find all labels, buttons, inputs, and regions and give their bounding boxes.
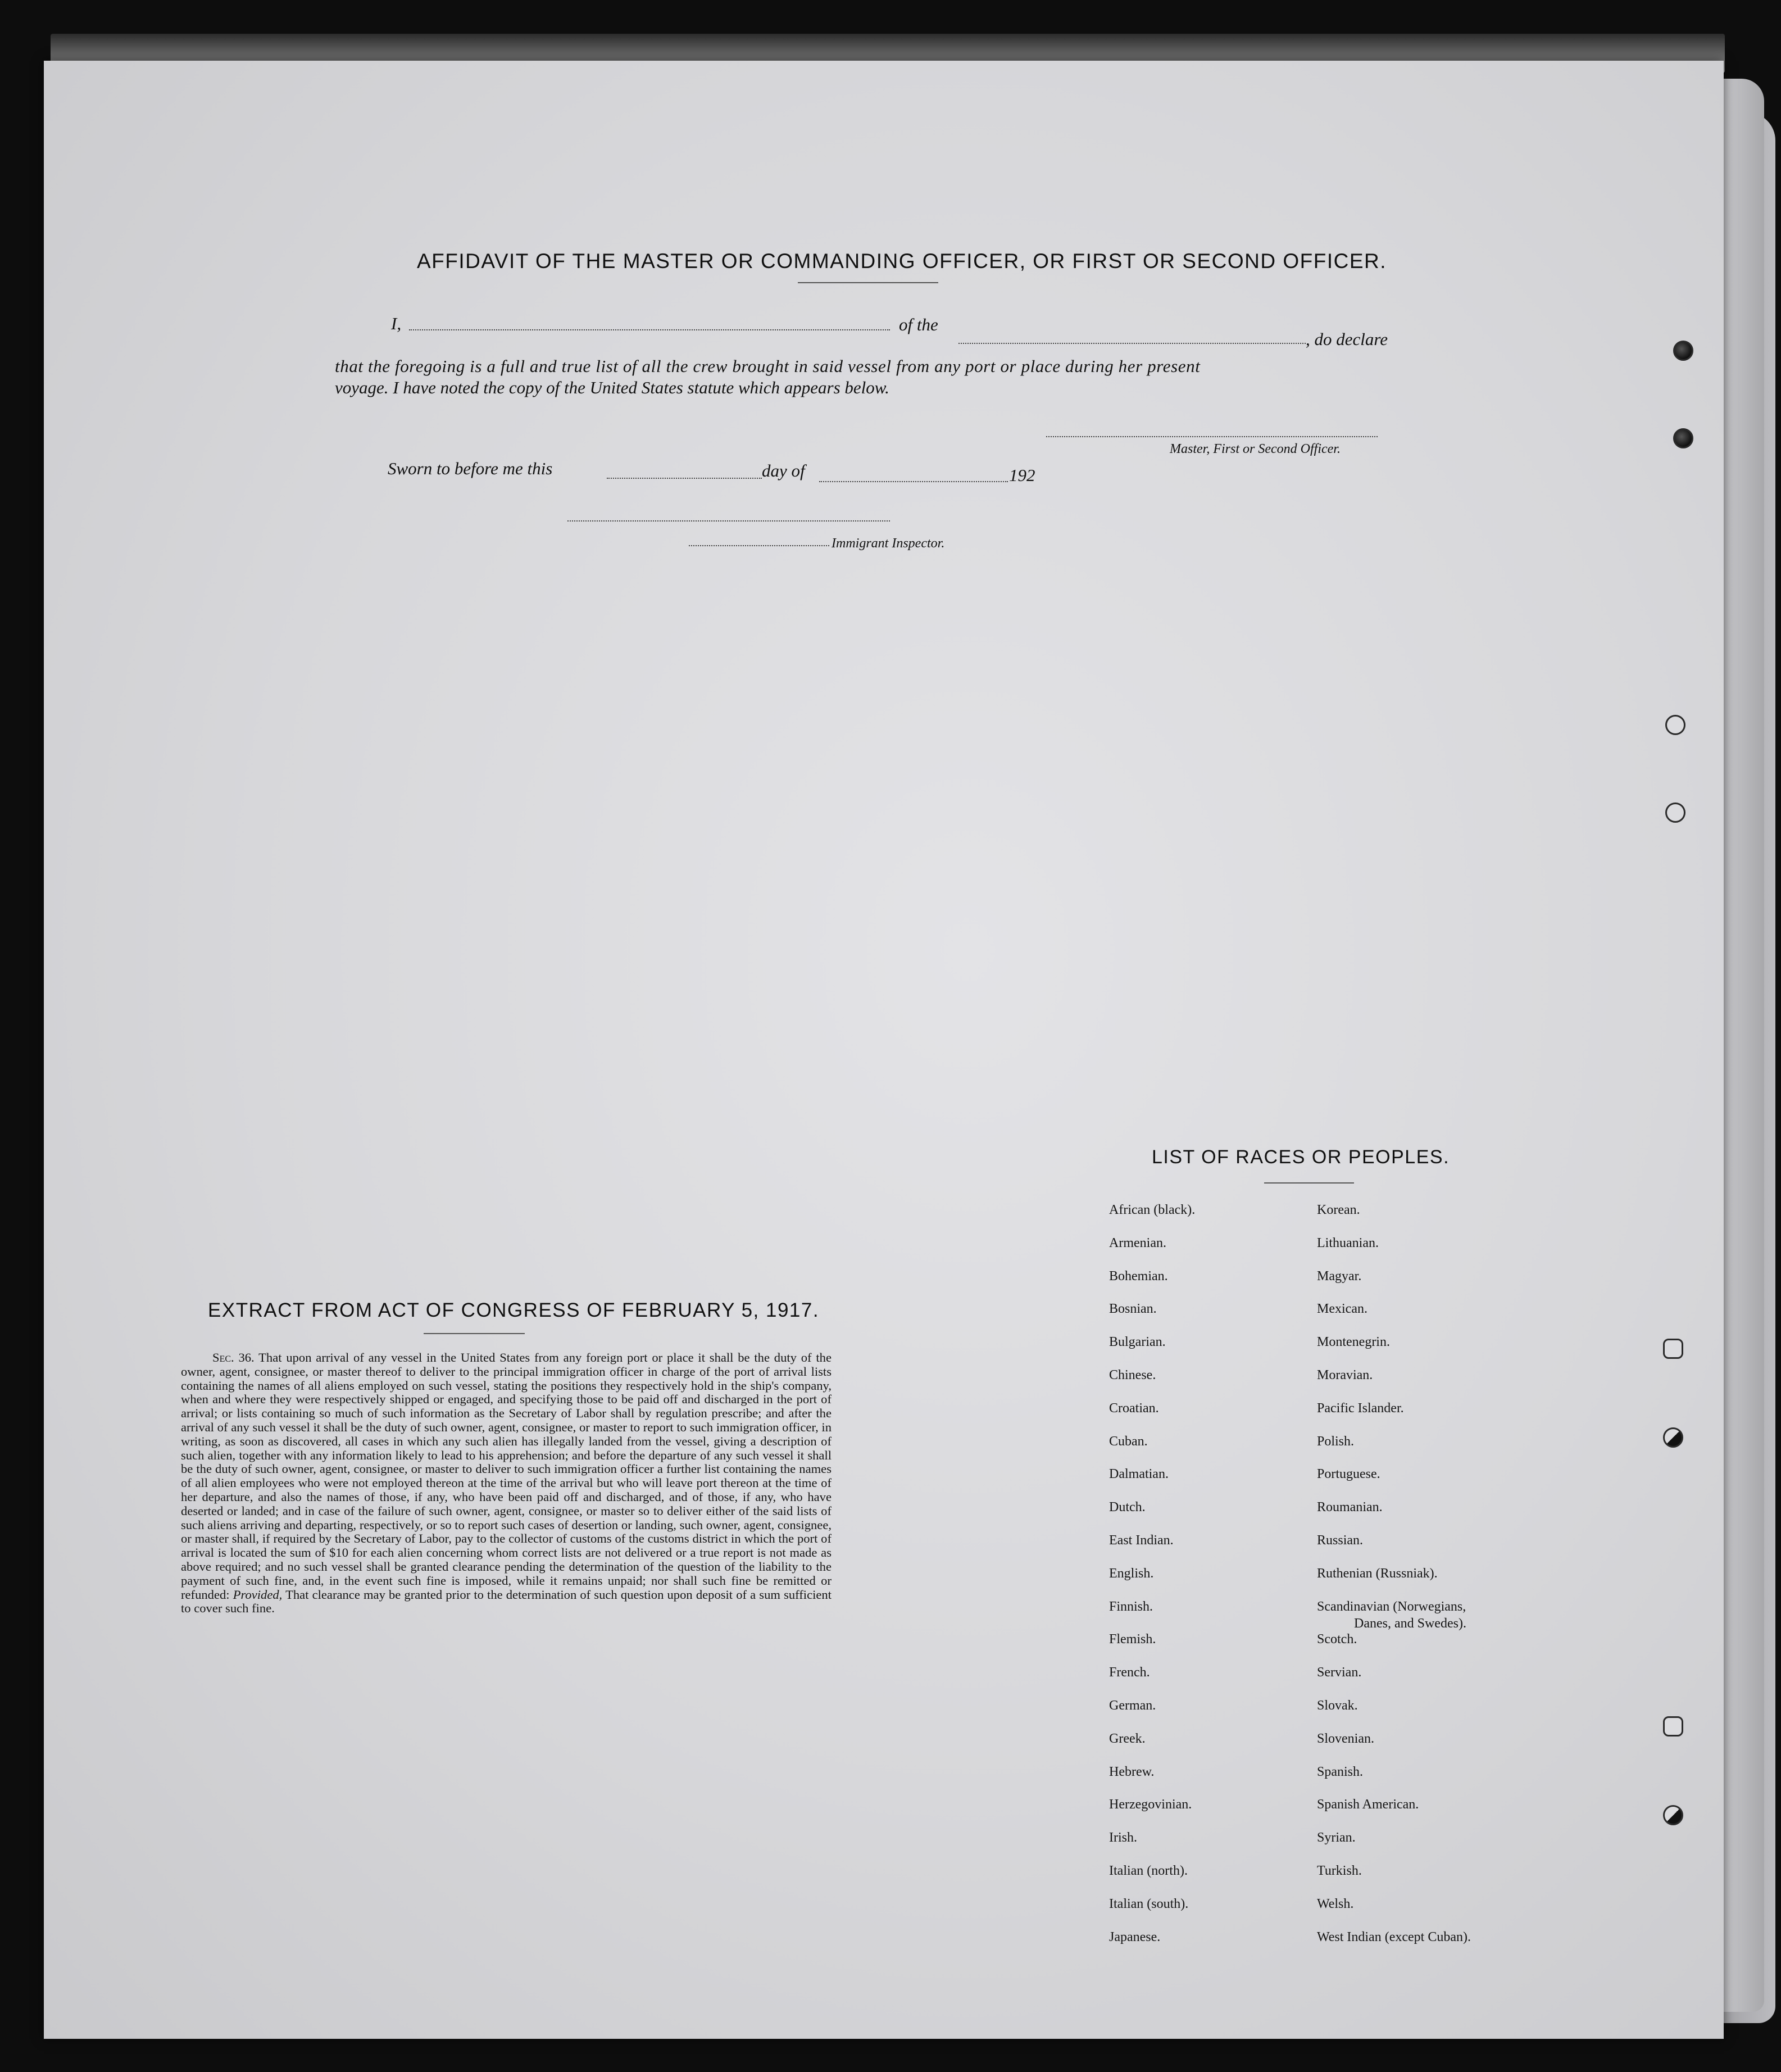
extract-text-end: That clearance may be granted prior to the determination of such question upon deposit of a sum sufficient to cover such fine. [181, 1587, 832, 1616]
race-item: Scandinavian (Norwegians, [1317, 1599, 1466, 1614]
race-item: Italian (north). [1109, 1864, 1188, 1878]
race-item: Dalmatian. [1109, 1467, 1169, 1481]
binder-hole [1663, 1805, 1683, 1825]
race-item: Japanese. [1109, 1930, 1161, 1944]
affidavit-text-line: that the foregoing is a full and true list of all the crew brought in said vessel from any port or place during her present [335, 356, 1201, 376]
race-item: German. [1109, 1698, 1156, 1713]
month-field-line[interactable] [819, 481, 1008, 482]
race-item: Servian. [1317, 1665, 1362, 1680]
race-item: Bohemian. [1109, 1269, 1168, 1284]
race-item: Magyar. [1317, 1269, 1362, 1284]
race-item: Bosnian. [1109, 1302, 1157, 1316]
day-field-line[interactable] [607, 478, 762, 479]
sworn-label: Sworn to before me this [388, 459, 553, 478]
race-item: Irish. [1109, 1830, 1137, 1845]
binder-hole [1663, 1339, 1683, 1359]
day-of-label: day of [762, 461, 805, 480]
binder-hole [1663, 1716, 1683, 1737]
race-item: Scotch. [1317, 1632, 1357, 1647]
do-declare-label: , do declare [1306, 329, 1388, 349]
race-item: Turkish. [1317, 1864, 1362, 1878]
affidavit-title: AFFIDAVIT OF THE MASTER OR COMMANDING OFFICER, OR FIRST OR SECOND OFFICER. [417, 250, 1387, 273]
race-item: African (black). [1109, 1203, 1196, 1217]
race-item: Flemish. [1109, 1632, 1156, 1647]
race-item: Portuguese. [1317, 1467, 1380, 1481]
race-item: Finnish. [1109, 1599, 1153, 1614]
extract-text: That upon arrival of any vessel in the United States from any foreign port or place it shall be the duty of the owner, agent, consignee, or master thereof to deliver to the principal immigration officer in charge of the port of arrival lists containing the names of all aliens employed on such vessel, stating the positions they respectively hold in the ship's company, when and where they were respectively shipped or engaged, and specifying those to be paid off and discharged in the port of arrival; or lists containing so much of such information as the Secretary of Labor shall by regulation prescribe; and after the arrival of any such vessel it shall be the duty of such owner, agent, consignee, or master to report to such immigration officer, in writing, as soon as discovered, all cases in which any such alien has illegally landed from the vessel, giving a description of such alien, together with any information likely to lead to his apprehension; and before the departure of any such vessel it shall be the duty of such owner, agent, consignee, or master to deliver to such immigration officer a further list containing the names of all alien employees who were not employed thereon at the time of the arrival but who will leave port thereon at the time of her departure, and also the names of those, if any, who have been paid off and discharged, and of those, if any, who have deserted or landed; and in case of the failure of such owner, agent, consignee, or master so to deliver either of the said lists of such aliens arriving and departing, respectively, or so to report such cases of desertion or landing, such owner, agent, consignee, or master shall, if required by the Secretary of Labor, pay to the collector of customs of the customs district in which the port of arrival is located the sum of $10 for each alien concerning whom correct lists are not delivered or a true report is not made as above required; and no such vessel shall be granted clearance pending the determination of the question of the liability to the payment of such fine, and, in the event such fine is imposed, while it remains unpaid; nor shall such fine be remitted or refunded: [181, 1350, 832, 1602]
race-item: Armenian. [1109, 1236, 1166, 1250]
extract-underline [424, 1333, 525, 1334]
races-underline [1264, 1182, 1354, 1184]
races-title: LIST OF RACES OR PEOPLES. [1152, 1146, 1450, 1168]
race-item: Syrian. [1317, 1830, 1356, 1845]
race-item: Slovak. [1317, 1698, 1358, 1713]
extract-body [181, 1351, 832, 1616]
of-the-label: of the [899, 315, 938, 334]
binder-hole [1665, 802, 1685, 823]
race-item: Italian (south). [1109, 1897, 1189, 1911]
binder-hole [1663, 1427, 1683, 1448]
race-item: West Indian (except Cuban). [1317, 1930, 1471, 1944]
binder-hole [1673, 341, 1693, 361]
race-item: French. [1109, 1665, 1150, 1680]
race-item: Montenegrin. [1317, 1335, 1390, 1349]
affidavit-text-line: voyage. I have noted the copy of the United States statute which appears below. [335, 378, 889, 397]
race-item: Polish. [1317, 1434, 1355, 1449]
inspector-signature-line[interactable] [689, 545, 829, 546]
race-item: Dutch. [1109, 1500, 1146, 1515]
race-item: Hebrew. [1109, 1765, 1155, 1779]
race-item: Russian. [1317, 1533, 1364, 1548]
race-item: Ruthenian (Russniak). [1317, 1566, 1438, 1581]
year-label: 192 [1009, 465, 1035, 485]
inspector-label: Immigrant Inspector. [832, 536, 945, 551]
race-item: Bulgarian. [1109, 1335, 1166, 1349]
vessel-field-line[interactable] [958, 343, 1306, 344]
inspector-signature-line[interactable] [567, 520, 890, 522]
binder-hole [1673, 428, 1693, 448]
race-item: Lithuanian. [1317, 1236, 1379, 1250]
race-item: Chinese. [1109, 1368, 1156, 1382]
race-item: Greek. [1109, 1731, 1146, 1746]
race-item: Pacific Islander. [1317, 1401, 1404, 1416]
race-item: Danes, and Swedes). [1354, 1616, 1466, 1631]
race-item: Welsh. [1317, 1897, 1354, 1911]
race-item: Roumanian. [1317, 1500, 1383, 1515]
race-item: Mexican. [1317, 1302, 1367, 1316]
race-item: English. [1109, 1566, 1154, 1581]
name-field-line[interactable] [409, 329, 890, 330]
race-item: Cuban. [1109, 1434, 1148, 1449]
i-label: I, [391, 314, 402, 333]
extract-title: EXTRACT FROM ACT OF CONGRESS OF FEBRUARY 5, 1917. [208, 1299, 820, 1321]
binder-hole [1665, 715, 1685, 735]
race-item: East Indian. [1109, 1533, 1174, 1548]
race-item: Herzegovinian. [1109, 1797, 1192, 1812]
signature-label: Master, First or Second Officer. [1170, 442, 1341, 456]
race-item: Spanish. [1317, 1765, 1364, 1779]
race-item: Korean. [1317, 1203, 1360, 1217]
race-item: Moravian. [1317, 1368, 1373, 1382]
provided-label: Provided, [233, 1587, 283, 1602]
race-item: Spanish American. [1317, 1797, 1419, 1812]
section-label: Sec. 36. [212, 1350, 255, 1364]
signature-line[interactable] [1046, 436, 1378, 437]
race-item: Slovenian. [1317, 1731, 1374, 1746]
race-item: Croatian. [1109, 1401, 1159, 1416]
title-underline [798, 282, 938, 283]
